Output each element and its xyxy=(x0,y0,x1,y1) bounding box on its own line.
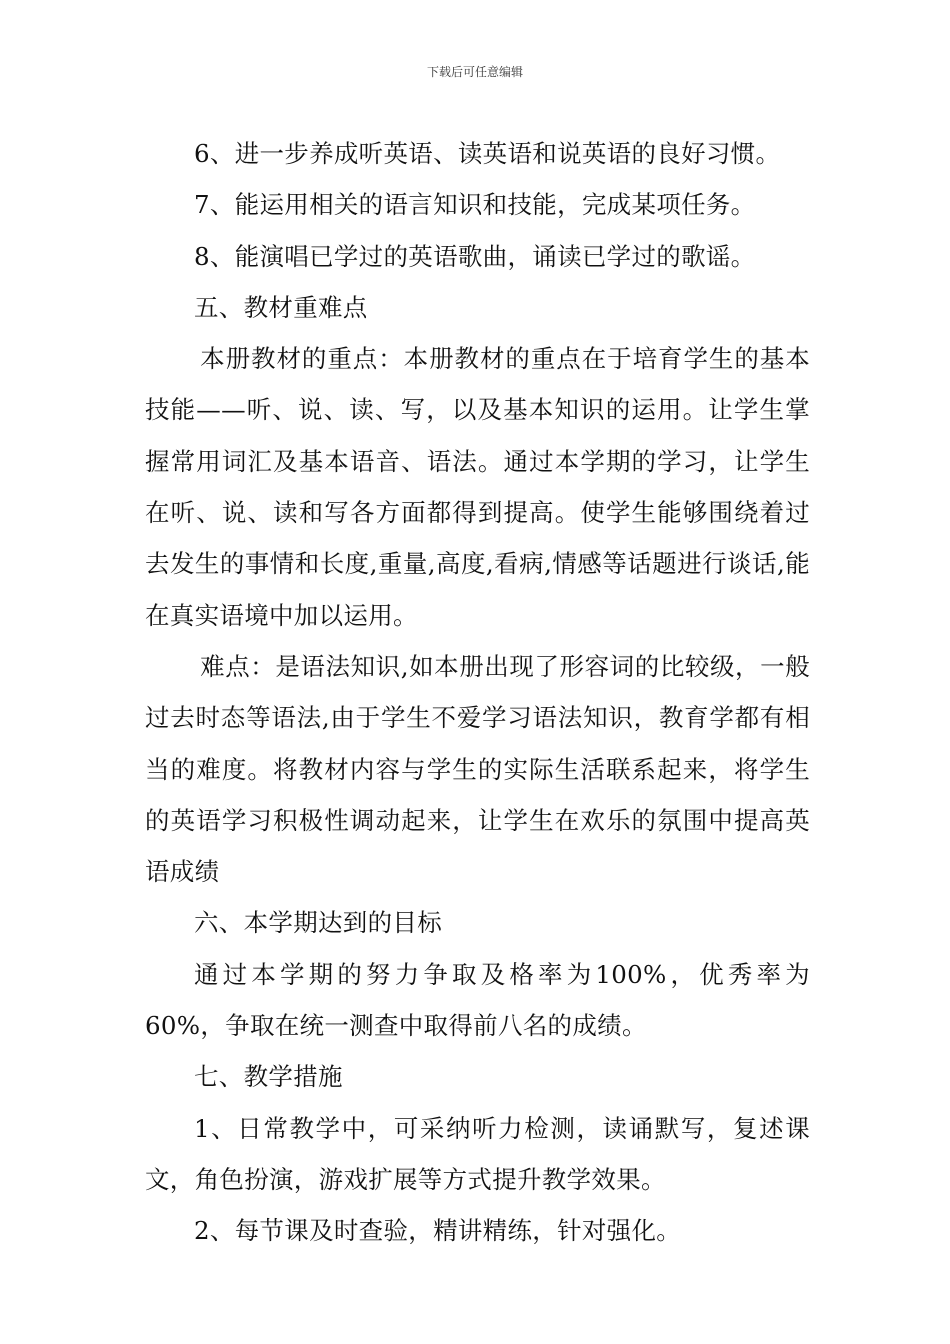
measure-item-1: 1、日常教学中，可采纳听力检测，读诵默写，复述课文，角色扮演，游戏扩展等方式提升教学效果。 xyxy=(145,1113,810,1194)
goal-item-8: 8、能演唱已学过的英语歌曲，诵读已学过的歌谣。 xyxy=(194,241,756,271)
difficult-points-paragraph: 难点：是语法知识,如本册出现了形容词的比较级，一般过去时态等语法,由于学生不爱学习语法知识，教育学都有相当的难度。将教材内容与学生的实际生活联系起来，将学生的英语学习积极性调动起来，让学生在欢乐的氛围中提高英语成绩 xyxy=(145,651,810,887)
document-body xyxy=(145,128,810,1257)
semester-target-paragraph: 通过本学期的努力争取及格率为100%，优秀率为60%，争取在统一测查中取得前八名的成绩。 xyxy=(145,959,810,1041)
measure-item-2: 2、每节课及时查验，精讲精练，针对强化。 xyxy=(194,1216,682,1246)
goal-item-6: 6、进一步养成听英语、读英语和说英语的良好习惯。 xyxy=(194,139,781,168)
key-points-paragraph: 本册教材的重点：本册教材的重点在于培育学生的基本技能——听、说、读、写，以及基本知识的运用。让学生掌握常用词汇及基本语音、语法。通过本学期的学习，让学生在听、说、读和写各方面都得到提高。使学生能够围绕着过去发生的事情和长度,重量,高度,看病,情感等话题进行谈话,能在真实语境中加以运用。 xyxy=(145,344,810,630)
section-heading-5: 五、教材重难点 xyxy=(194,292,368,322)
section-heading-6: 六、本学期达到的目标 xyxy=(194,908,442,938)
goal-item-7: 7、能运用相关的语言知识和技能，完成某项任务。 xyxy=(194,190,756,220)
page-header-note: 下载后可任意编辑 xyxy=(426,65,523,79)
section-heading-7: 七、教学措施 xyxy=(194,1062,343,1092)
